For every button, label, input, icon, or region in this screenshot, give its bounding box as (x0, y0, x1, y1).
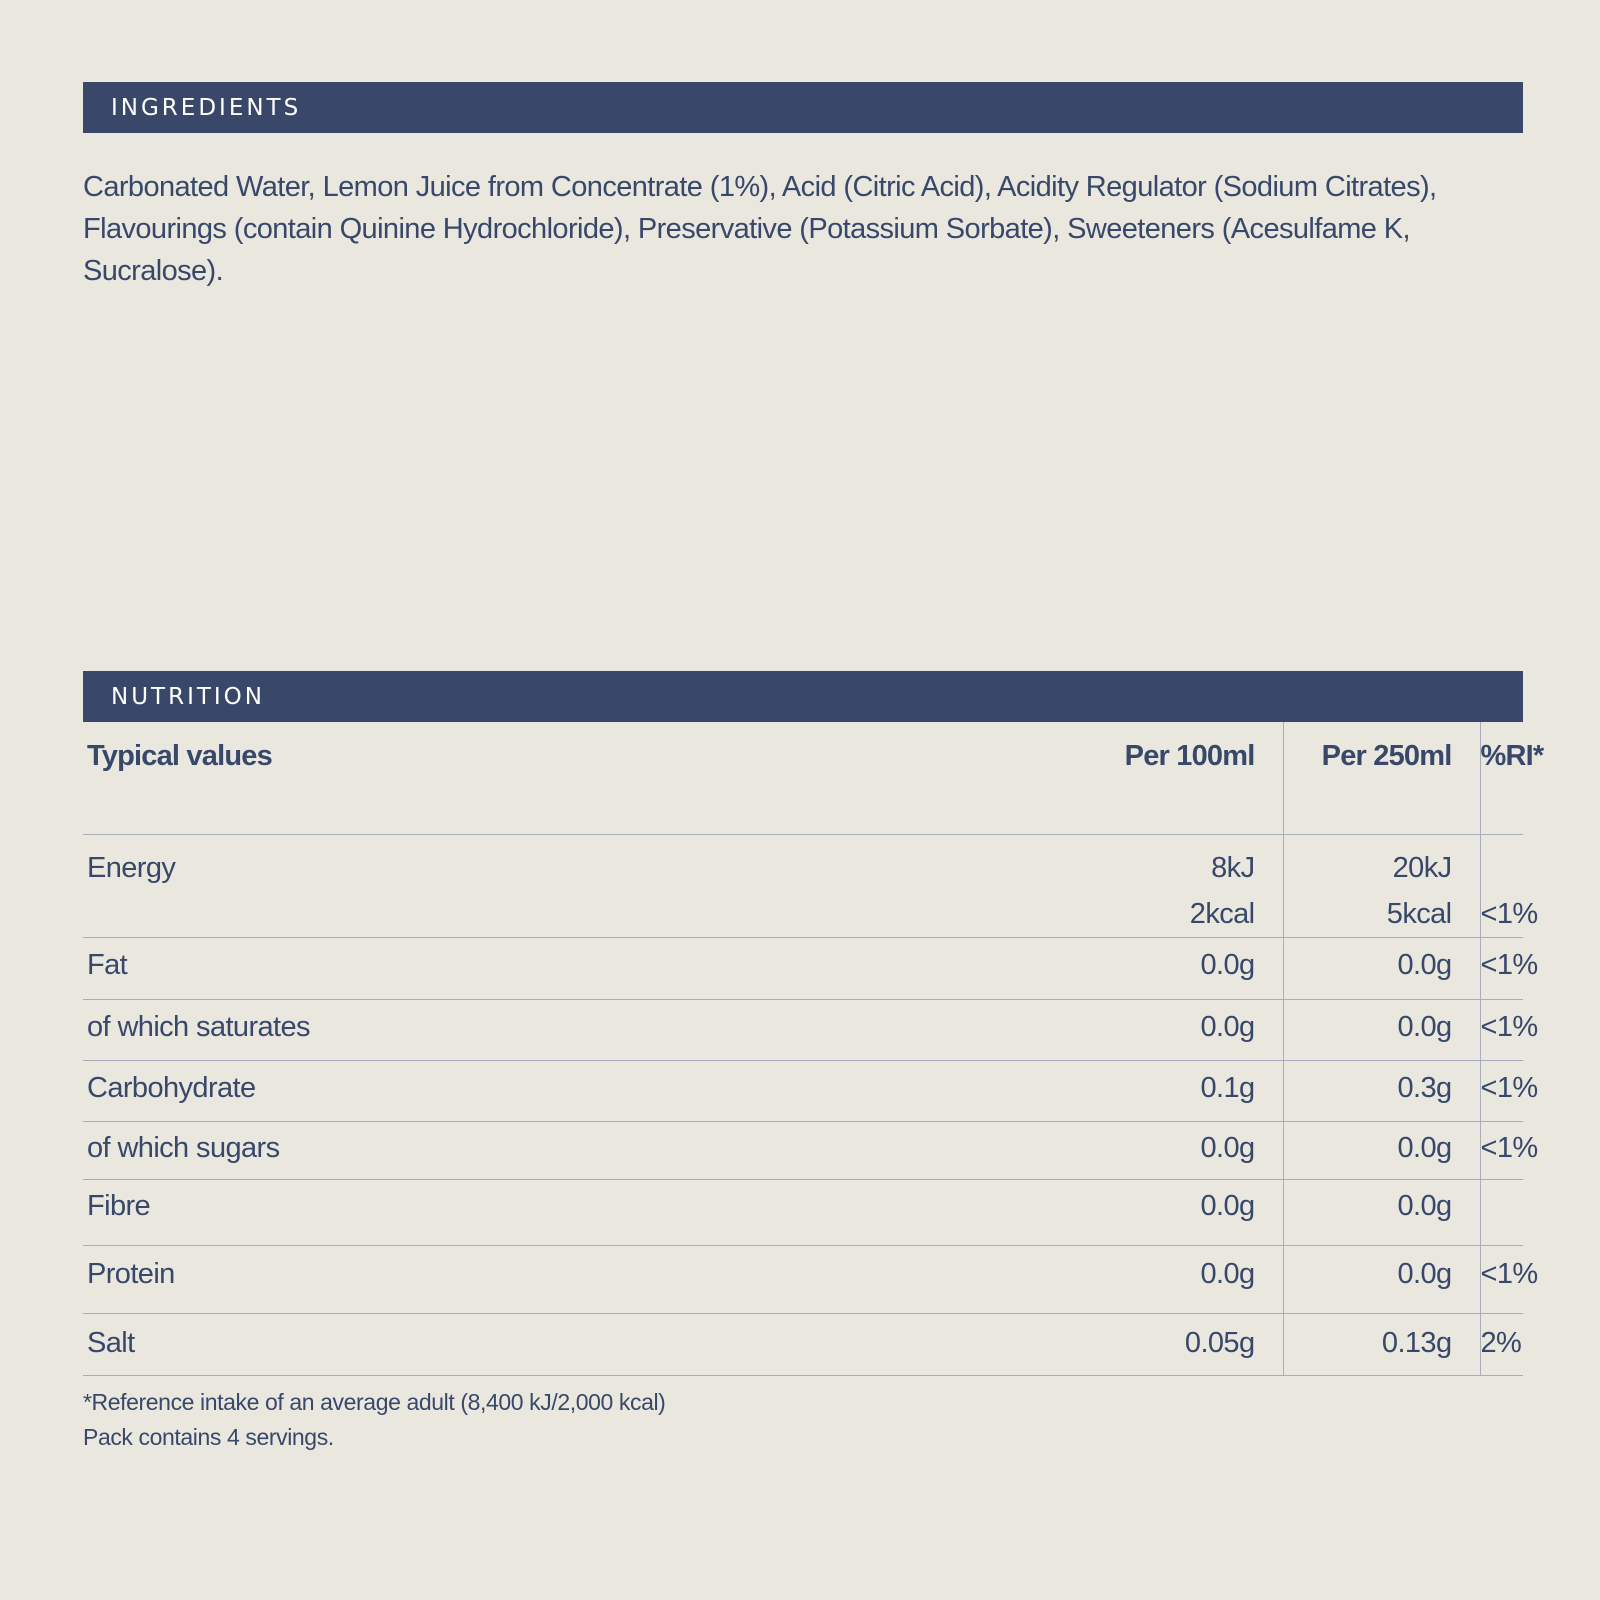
footnote (83, 1385, 665, 1455)
per-100ml-value: 0.0g (1099, 1179, 1283, 1245)
per-250ml-value: 0.0g (1283, 999, 1480, 1060)
column-header-per-100ml: Per 100ml (1099, 722, 1283, 834)
per-250ml-value: 0.0g (1283, 1179, 1480, 1245)
nutrition-header: NUTRITION (83, 671, 1523, 722)
per-100ml-value: 0.1g (1099, 1060, 1283, 1121)
row-label: Carbohydrate (83, 1060, 1099, 1121)
row-label: Fibre (83, 1179, 1099, 1245)
table-row (83, 1121, 1523, 1179)
per-100ml-kj: 8kJ (1211, 851, 1255, 884)
ri-value (1480, 834, 1538, 937)
per-100ml-value: 0.0g (1099, 1245, 1283, 1313)
table-row (83, 834, 1523, 937)
ri-value (1480, 1179, 1523, 1245)
ri-value: <1% (1480, 999, 1523, 1060)
ri-kcal: <1% (1480, 897, 1538, 930)
ri-value: <1% (1480, 1060, 1523, 1121)
per-100ml-value: 0.0g (1099, 999, 1283, 1060)
row-label: Energy (83, 834, 1099, 937)
ri-value: <1% (1480, 1245, 1523, 1313)
per-100ml-kcal: 2kcal (1189, 897, 1255, 930)
row-label: of which saturates (83, 999, 1099, 1060)
row-label: Fat (83, 937, 1099, 999)
nutrition-table (83, 722, 1544, 1376)
row-label: Protein (83, 1245, 1099, 1313)
table-row (83, 1060, 1523, 1121)
reference-intake-note: *Reference intake of an average adult (8,400 kJ/2,000 kcal) (83, 1389, 666, 1415)
ri-value: <1% (1480, 1121, 1523, 1179)
ri-value: <1% (1480, 937, 1523, 999)
table-row (83, 937, 1523, 999)
ri-value: 2% (1480, 1313, 1523, 1375)
row-label: of which sugars (83, 1121, 1099, 1179)
per-250ml-value: 0.3g (1283, 1060, 1480, 1121)
per-100ml-value (1099, 834, 1283, 937)
table-row (83, 999, 1523, 1060)
table-header-row (83, 722, 1523, 834)
row-label: Salt (83, 1313, 1099, 1375)
table-row (83, 1179, 1523, 1245)
per-250ml-value: 0.13g (1283, 1313, 1480, 1375)
column-header-per-250ml: Per 250ml (1283, 722, 1480, 834)
ingredients-text: Carbonated Water, Lemon Juice from Concentrate (1%), Acid (Citric Acid), Acidity Regulator (Sodium Citrates), Flavourings (contain Quinine Hydrochloride), Preservative (Potassium Sorbate), Sweeteners (Acesulfame K, Sucralose). (83, 171, 1437, 287)
servings-note: Pack contains 4 servings. (83, 1424, 334, 1450)
per-250ml-value: 0.0g (1283, 1121, 1480, 1179)
table-row (83, 1313, 1523, 1375)
ri-kj (1481, 845, 1491, 891)
column-header-ri: %RI* (1480, 722, 1523, 834)
per-250ml-kj: 20kJ (1392, 851, 1452, 884)
ingredients-header: INGREDIENTS (83, 82, 1523, 133)
per-250ml-value: 0.0g (1283, 937, 1480, 999)
per-250ml-kcal: 5kcal (1386, 897, 1452, 930)
per-100ml-value: 0.0g (1099, 1121, 1283, 1179)
column-header-typical-values: Typical values (83, 722, 1099, 834)
per-250ml-value (1283, 834, 1480, 937)
per-100ml-value: 0.0g (1099, 937, 1283, 999)
per-100ml-value: 0.05g (1099, 1313, 1283, 1375)
table-row (83, 1245, 1523, 1313)
per-250ml-value: 0.0g (1283, 1245, 1480, 1313)
